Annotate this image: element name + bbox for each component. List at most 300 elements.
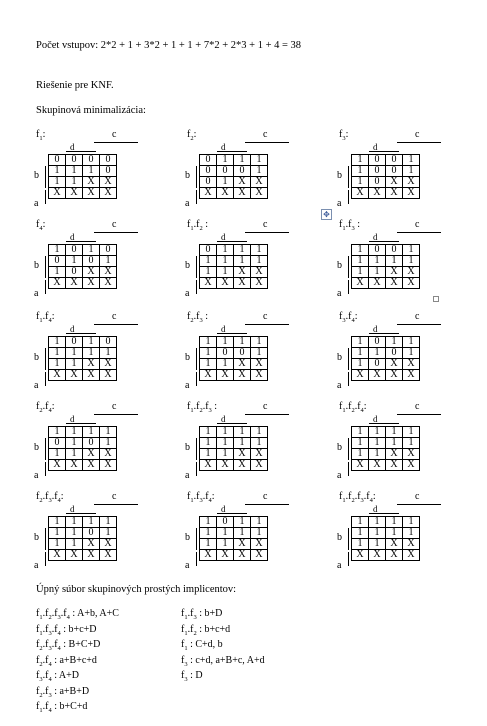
kmap-axis-d-label: d <box>70 232 75 242</box>
kmap-axis-a-label: a <box>185 380 190 391</box>
kmap-row <box>200 438 268 449</box>
kmap-row <box>49 166 117 177</box>
kmap-function-label: $f_1.f_2.f_4$: <box>339 401 367 414</box>
kmap-row <box>200 427 268 438</box>
kmap-axis-a-label: a <box>34 198 39 209</box>
kmap-cell: X <box>234 177 251 188</box>
kmap-cell: X <box>251 370 268 381</box>
kmap-axis-b-label: b <box>337 170 342 181</box>
kmap-axis-a-label: a <box>337 198 342 209</box>
kmap-axis-a-bar <box>45 462 46 476</box>
kmap-cell: 1 <box>352 348 369 359</box>
kmap-axis-c-label: c <box>263 311 268 322</box>
kmap-axis-c-bar <box>245 504 289 505</box>
kmap-cell: 1 <box>49 517 66 528</box>
kmap-cell: 1 <box>200 539 217 550</box>
kmap-cell: 1 <box>386 517 403 528</box>
kmap-cell: 0 <box>200 166 217 177</box>
kmap-cell: X <box>403 267 420 278</box>
kmap-cell: 1 <box>369 348 386 359</box>
kmap-axis-c-label: c <box>263 491 268 502</box>
kmap-axis-c-bar <box>245 232 289 233</box>
kmap-cell: 0 <box>234 348 251 359</box>
kmap-cell: 1 <box>386 337 403 348</box>
kmap-axis-a-bar <box>196 552 197 566</box>
kmap-axis-b-label: b <box>337 442 342 453</box>
table-move-handle-icon[interactable]: ✥ <box>321 209 332 220</box>
kmap-axis-c-bar <box>94 414 138 415</box>
kmap-cell: X <box>66 460 83 471</box>
kmap-cell: 0 <box>369 359 386 370</box>
kmap-cell: 1 <box>200 438 217 449</box>
kmap-cell: 0 <box>83 438 100 449</box>
kmap-cell: 1 <box>100 438 117 449</box>
kmap-row <box>49 359 117 370</box>
kmap-cell: X <box>83 449 100 460</box>
kmap-axis-c-bar <box>245 324 289 325</box>
kmap-function-label: $f_1$: <box>36 129 46 142</box>
kmap-cell: 1 <box>66 359 83 370</box>
kmap-cell: X <box>369 278 386 289</box>
kmap-cell: 0 <box>386 155 403 166</box>
kmap-cell: 1 <box>83 517 100 528</box>
kmap-row <box>49 155 117 166</box>
kmap-row <box>200 256 268 267</box>
kmap-cell: 1 <box>251 348 268 359</box>
kmap-axis-a-label: a <box>337 470 342 481</box>
kmap-axis-a-label: a <box>34 380 39 391</box>
kmap <box>183 310 293 394</box>
kmap-axis-c-bar <box>94 504 138 505</box>
kmap-cell: X <box>49 188 66 199</box>
kmap-axis-b-bar <box>196 348 197 370</box>
kmap-row <box>49 550 117 561</box>
kmap-table <box>48 336 117 381</box>
kmap-cell: 1 <box>369 267 386 278</box>
kmap-cell: 1 <box>234 155 251 166</box>
implicant-line: $f_2.f_3.f_4$ : B+C+D <box>36 639 101 652</box>
kmap-cell: 1 <box>49 166 66 177</box>
kmap-cell: X <box>100 449 117 460</box>
kmap-table <box>351 154 420 199</box>
kmap-cell: 0 <box>369 166 386 177</box>
kmap-table <box>351 244 420 289</box>
kmap-cell: 1 <box>403 256 420 267</box>
kmap-cell: 0 <box>200 245 217 256</box>
kmap-cell: 1 <box>217 155 234 166</box>
kmap-table <box>351 336 420 381</box>
kmap-row <box>200 267 268 278</box>
implicants-right-column <box>181 608 265 686</box>
kmap-axis-c-label: c <box>415 491 420 502</box>
kmap-axis-d-label: d <box>221 142 226 152</box>
kmap-axis-d-label: d <box>221 414 226 424</box>
kmap-axis-a-label: a <box>34 470 39 481</box>
kmap-cell: X <box>66 188 83 199</box>
kmap-row <box>352 337 420 348</box>
kmap-cell: 1 <box>100 427 117 438</box>
kmap-cell: 0 <box>386 166 403 177</box>
kmap-row <box>200 370 268 381</box>
implicant-line: $f_1.f_3$ : b+D <box>181 608 223 621</box>
kmap-cell: 1 <box>352 267 369 278</box>
kmap-row <box>352 256 420 267</box>
kmap-cell: X <box>403 550 420 561</box>
kmap-cell: 0 <box>49 155 66 166</box>
inputs-count-line: Počet vstupov: 2*2 + 1 + 3*2 + 1 + 1 + 7*2 + 2*3 + 1 + 4 = 38 <box>36 40 302 51</box>
kmap-axis-c-bar <box>94 324 138 325</box>
kmap-cell: 1 <box>100 517 117 528</box>
kmap-row <box>49 427 117 438</box>
kmap-axis-c-bar <box>397 232 441 233</box>
kmap-cell: 1 <box>200 359 217 370</box>
kmap-axis-a-label: a <box>337 560 342 571</box>
kmap-axis-c-label: c <box>112 311 117 322</box>
kmap-cell: 1 <box>100 528 117 539</box>
implicant-line: $f_1.f_4$ : b+C+d <box>36 701 88 714</box>
kmap-cell: 1 <box>200 348 217 359</box>
kmap-cell: X <box>403 539 420 550</box>
kmap-cell: 1 <box>66 517 83 528</box>
kmap-axis-c-label: c <box>415 219 420 230</box>
kmap-table <box>199 336 268 381</box>
kmap-cell: X <box>386 278 403 289</box>
kmap-cell: X <box>386 177 403 188</box>
implicant-line: $f_1.f_2$ : b+c+d <box>181 623 231 637</box>
kmap-cell: 1 <box>49 359 66 370</box>
kmap-axis-b-bar <box>348 528 349 550</box>
kmap-axis-c-label: c <box>415 401 420 412</box>
kmap-cell: 1 <box>369 256 386 267</box>
kmap-cell: 1 <box>66 166 83 177</box>
kmap-cell: X <box>200 278 217 289</box>
kmap-table <box>351 426 420 471</box>
kmap-cell: X <box>100 359 117 370</box>
kmap-cell: 1 <box>386 528 403 539</box>
kmap-function-label: $f_1.f_4$: <box>36 311 55 324</box>
kmap-axis-c-label: c <box>112 129 117 140</box>
kmap-axis-d-label: d <box>70 504 75 514</box>
kmap-cell: X <box>386 460 403 471</box>
kmap-cell: 0 <box>100 245 117 256</box>
kmap-axis-a-label: a <box>185 470 190 481</box>
kmap-cell: X <box>100 460 117 471</box>
kmap-cell: X <box>386 188 403 199</box>
kmap-axis-b-label: b <box>337 352 342 363</box>
kmap-table <box>199 516 268 561</box>
kmap-cell: X <box>49 370 66 381</box>
kmap-cell: X <box>100 188 117 199</box>
kmap-axis-d-label: d <box>373 142 378 152</box>
kmap-cell: 1 <box>352 528 369 539</box>
kmap-cell: 1 <box>83 427 100 438</box>
kmap-table <box>199 244 268 289</box>
kmap-axis-a-label: a <box>185 560 190 571</box>
kmap-cell: 0 <box>369 155 386 166</box>
kmap-axis-c-bar <box>397 324 441 325</box>
kmap-row <box>352 278 420 289</box>
kmap-axis-c-bar <box>397 504 441 505</box>
kmap-cell: 1 <box>352 337 369 348</box>
kmap-cell: X <box>217 460 234 471</box>
table-resize-handle[interactable] <box>433 296 439 302</box>
kmap <box>32 128 142 212</box>
kmap-cell: X <box>386 539 403 550</box>
kmap-cell: 1 <box>251 528 268 539</box>
kmap-axis-b-bar <box>348 348 349 370</box>
kmap-axis-d-label: d <box>373 504 378 514</box>
kmap-cell: 1 <box>352 438 369 449</box>
kmap-row <box>49 438 117 449</box>
kmap-cell: X <box>217 550 234 561</box>
kmap-axis-c-bar <box>245 142 289 143</box>
kmap-axis-b-label: b <box>34 532 39 543</box>
kmap-cell: X <box>100 267 117 278</box>
kmap-cell: X <box>83 460 100 471</box>
kmap-row <box>352 267 420 278</box>
kmap-cell: 1 <box>251 245 268 256</box>
kmap-cell: X <box>66 278 83 289</box>
kmap-cell: X <box>251 539 268 550</box>
kmap-row <box>200 539 268 550</box>
kmap-cell: X <box>403 460 420 471</box>
kmap-cell: 1 <box>217 449 234 460</box>
kmap-axis-a-bar <box>348 552 349 566</box>
kmap-cell: 1 <box>234 256 251 267</box>
kmap-cell: 0 <box>100 337 117 348</box>
kmap-cell: 1 <box>352 359 369 370</box>
kmap-cell: 1 <box>83 348 100 359</box>
kmap-cell: X <box>234 460 251 471</box>
kmap-cell: 1 <box>403 155 420 166</box>
kmap-cell: X <box>369 370 386 381</box>
kmap-cell: 1 <box>217 177 234 188</box>
kmap-axis-c-label: c <box>415 311 420 322</box>
kmap-axis-b-label: b <box>185 532 190 543</box>
kmap-cell: 0 <box>369 245 386 256</box>
kmap-axis-d-label: d <box>70 324 75 334</box>
kmap-cell: X <box>234 278 251 289</box>
kmap-cell: X <box>83 278 100 289</box>
kmap-cell: 0 <box>386 245 403 256</box>
kmap-axis-a-bar <box>348 190 349 204</box>
kmap-cell: X <box>49 550 66 561</box>
kmap-cell: 1 <box>66 449 83 460</box>
kmap-cell: 1 <box>49 528 66 539</box>
kmap-cell: X <box>200 370 217 381</box>
kmap <box>32 400 142 484</box>
kmap-axis-b-bar <box>196 166 197 188</box>
kmap-table <box>48 426 117 471</box>
kmap-cell: 1 <box>403 517 420 528</box>
kmap-table <box>48 244 117 289</box>
kmap-row <box>352 155 420 166</box>
kmap-cell: 1 <box>66 177 83 188</box>
kmap-cell: 0 <box>200 177 217 188</box>
kmap-cell: 1 <box>66 427 83 438</box>
kmap-cell: 0 <box>217 348 234 359</box>
kmap-cell: X <box>83 177 100 188</box>
kmap-function-label: $f_3$: <box>339 129 349 142</box>
kmap-axis-c-label: c <box>263 129 268 140</box>
kmap-cell: 0 <box>49 438 66 449</box>
implicants-left-column <box>36 608 119 717</box>
kmap-axis-c-bar <box>397 414 441 415</box>
kmap-axis-b-bar <box>45 438 46 460</box>
kmap-cell: 1 <box>352 256 369 267</box>
kmap-function-label: $f_2.f_3.f_4$: <box>36 491 64 504</box>
kmap-axis-a-bar <box>348 462 349 476</box>
kmap-row <box>352 539 420 550</box>
kmap-row <box>352 245 420 256</box>
kmap-cell: X <box>200 550 217 561</box>
kmap-cell: 0 <box>217 517 234 528</box>
kmap-function-label: $f_2.f_4$: <box>36 401 55 414</box>
kmap-cell: X <box>234 539 251 550</box>
kmap-table <box>199 426 268 471</box>
kmap-cell: 0 <box>66 267 83 278</box>
kmap <box>183 400 293 484</box>
kmap-cell: 1 <box>83 166 100 177</box>
kmap-cell: X <box>403 449 420 460</box>
kmap-row <box>49 517 117 528</box>
kmap-cell: 1 <box>49 348 66 359</box>
kmap-axis-b-bar <box>45 166 46 188</box>
kmap-cell: 1 <box>352 427 369 438</box>
kmap-row <box>352 166 420 177</box>
kmap-cell: 1 <box>217 528 234 539</box>
kmap-row <box>49 460 117 471</box>
kmap-cell: 1 <box>352 539 369 550</box>
kmap-axis-b-label: b <box>337 532 342 543</box>
kmap-function-label: $f_1.f_3.f_4$: <box>187 491 215 504</box>
kmap-cell: 0 <box>66 337 83 348</box>
kmap-table <box>48 154 117 199</box>
kmap-cell: 1 <box>217 267 234 278</box>
kmap-cell: 1 <box>251 337 268 348</box>
kmap-axis-c-label: c <box>263 219 268 230</box>
kmap <box>335 490 445 574</box>
kmap-cell: 1 <box>369 517 386 528</box>
kmap-table <box>199 154 268 199</box>
kmap-axis-b-bar <box>196 438 197 460</box>
kmap-cell: 1 <box>49 427 66 438</box>
kmap-axis-a-label: a <box>185 288 190 299</box>
kmap-cell: 1 <box>234 438 251 449</box>
kmap-row <box>49 337 117 348</box>
kmap-cell: X <box>352 550 369 561</box>
kmap-axis-b-label: b <box>185 260 190 271</box>
kmap-axis-b-label: b <box>34 170 39 181</box>
kmap-cell: 1 <box>200 517 217 528</box>
kmap-cell: X <box>66 370 83 381</box>
kmap-function-label: $f_1.f_3$ : <box>339 219 360 232</box>
kmap-cell: 1 <box>217 539 234 550</box>
kmap-cell: 1 <box>66 528 83 539</box>
kmap-cell: 0 <box>369 177 386 188</box>
kmap-cell: 1 <box>352 166 369 177</box>
implicants-title: Úpný súbor skupinových prostých implicentov: <box>36 584 237 595</box>
kmap-row <box>352 188 420 199</box>
implicant-line: $f_2.f_3$ : a+B+D <box>36 685 90 699</box>
kmap-cell: X <box>386 550 403 561</box>
kmap-axis-a-label: a <box>337 380 342 391</box>
kmap-cell: 1 <box>66 256 83 267</box>
kmap-cell: X <box>251 188 268 199</box>
kmap-cell: X <box>83 267 100 278</box>
kmap-cell: X <box>83 550 100 561</box>
kmap-cell: 1 <box>369 539 386 550</box>
kmap-row <box>352 348 420 359</box>
kmap <box>32 490 142 574</box>
kmap-cell: X <box>234 359 251 370</box>
kmap <box>335 400 445 484</box>
kmap-cell: X <box>217 278 234 289</box>
kmap-row <box>49 256 117 267</box>
kmap-cell: X <box>403 177 420 188</box>
kmap-cell: 1 <box>83 245 100 256</box>
kmap-cell: 0 <box>100 155 117 166</box>
kmap-axis-c-label: c <box>112 219 117 230</box>
implicant-line: $f_3$ : c+d, a+B+c, A+d <box>181 654 265 668</box>
kmap-cell: 1 <box>369 528 386 539</box>
kmap-table <box>48 516 117 561</box>
kmap-function-label: $f_2$: <box>187 129 197 142</box>
kmap-cell: X <box>403 278 420 289</box>
implicant-line: $f_1.f_2.f_3.f_4$ : A+b, A+C <box>36 608 119 621</box>
kmap <box>335 128 445 212</box>
kmap-axis-c-label: c <box>415 129 420 140</box>
kmap-axis-a-bar <box>45 552 46 566</box>
kmap-cell: X <box>251 278 268 289</box>
kmap-cell: 0 <box>66 245 83 256</box>
kmap-axis-a-label: a <box>337 288 342 299</box>
kmap-cell: 1 <box>200 427 217 438</box>
kmap-axis-b-label: b <box>185 442 190 453</box>
kmap-axis-b-bar <box>196 256 197 278</box>
kmap-cell: 0 <box>66 155 83 166</box>
kmap-cell: 1 <box>49 539 66 550</box>
kmap-axis-a-bar <box>348 280 349 294</box>
kmap-cell: 1 <box>217 337 234 348</box>
kmap-cell: 0 <box>234 166 251 177</box>
kmap-cell: X <box>234 267 251 278</box>
kmap-row <box>200 166 268 177</box>
kmap-cell: 1 <box>217 256 234 267</box>
kmap-axis-b-bar <box>348 438 349 460</box>
kmap-cell: X <box>200 188 217 199</box>
kmap-cell: 1 <box>403 528 420 539</box>
kmap-row <box>352 517 420 528</box>
kmap-cell: X <box>100 539 117 550</box>
kmap-cell: 1 <box>200 528 217 539</box>
kmap-cell: X <box>251 449 268 460</box>
kmap-cell: X <box>100 370 117 381</box>
kmap-cell: X <box>352 188 369 199</box>
group-minimization-heading: Skupinová minimalizácia: <box>36 105 146 116</box>
kmap-axis-a-bar <box>196 372 197 386</box>
kmap-cell: X <box>386 370 403 381</box>
kmap-axis-b-label: b <box>34 260 39 271</box>
kmap-axis-a-bar <box>45 190 46 204</box>
kmap-cell: X <box>83 188 100 199</box>
kmap-cell: X <box>217 370 234 381</box>
kmap-row <box>49 188 117 199</box>
kmap-function-label: $f_1.f_2$ : <box>187 219 208 232</box>
kmap-cell: 0 <box>100 166 117 177</box>
kmap-cell: X <box>251 177 268 188</box>
kmap-table <box>351 516 420 561</box>
